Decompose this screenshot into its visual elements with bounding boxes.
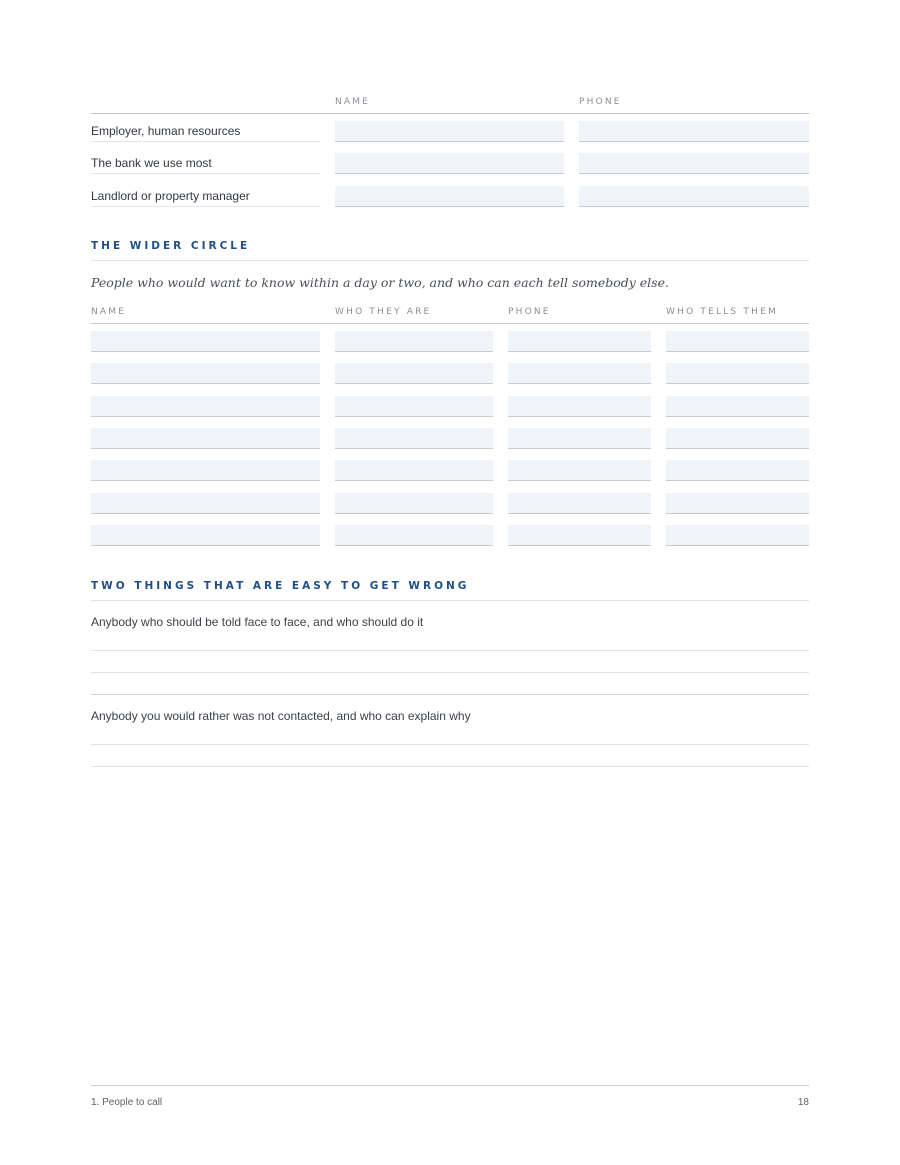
wider-circle-name-field[interactable] (91, 363, 320, 384)
bank-phone-field[interactable] (579, 153, 809, 174)
wider-circle-who-they-are-field[interactable] (335, 363, 493, 384)
wider-circle-phone-field[interactable] (508, 493, 651, 514)
page-number: 18 (797, 1097, 809, 1108)
wider-circle-intro: People who would want to know within a day or two, and who can each tell somebody else. (91, 275, 669, 290)
row-label-landlord: Landlord or property manager (91, 186, 320, 207)
wider-circle-who-tells-them-field[interactable] (666, 428, 809, 449)
column-header-phone: PHONE (579, 97, 622, 107)
wider-circle-phone-field[interactable] (508, 460, 651, 481)
wider-circle-who-they-are-field[interactable] (335, 428, 493, 449)
column-header-who-tells-them: WHO TELLS THEM (666, 307, 778, 317)
section-rule (91, 260, 809, 261)
section-title-two-things: TWO THINGS THAT ARE EASY TO GET WRONG (91, 580, 470, 592)
wider-circle-who-they-are-field[interactable] (335, 525, 493, 546)
wider-circle-who-they-are-field[interactable] (335, 460, 493, 481)
wider-circle-name-field[interactable] (91, 331, 320, 352)
prompt-face-to-face: Anybody who should be told face to face, and who should do it (91, 615, 424, 629)
landlord-phone-field[interactable] (579, 186, 809, 207)
bank-name-field[interactable] (335, 153, 564, 174)
row-label-bank: The bank we use most (91, 153, 320, 174)
wider-circle-who-tells-them-field[interactable] (666, 331, 809, 352)
wider-circle-name-field[interactable] (91, 493, 320, 514)
prompt-not-contacted: Anybody you would rather was not contacted, and who can explain why (91, 709, 471, 723)
column-header-name: NAME (335, 97, 371, 107)
wider-circle-phone-field[interactable] (508, 428, 651, 449)
wider-circle-name-field[interactable] (91, 525, 320, 546)
column-header-phone: PHONE (508, 307, 551, 317)
wider-circle-who-they-are-field[interactable] (335, 331, 493, 352)
header-rule (91, 113, 809, 114)
wider-circle-phone-field[interactable] (508, 525, 651, 546)
wider-circle-who-tells-them-field[interactable] (666, 493, 809, 514)
column-header-who-they-are: WHO THEY ARE (335, 307, 432, 317)
footer-section-label: 1. People to call (91, 1097, 163, 1108)
wider-circle-who-tells-them-field[interactable] (666, 363, 809, 384)
employer-name-field[interactable] (335, 121, 564, 142)
section-title-wider-circle: THE WIDER CIRCLE (91, 240, 251, 252)
landlord-name-field[interactable] (335, 186, 564, 207)
section-rule (91, 600, 809, 601)
worksheet-page (91, 0, 809, 1165)
answer-line[interactable] (91, 744, 809, 745)
row-label-employer: Employer, human resources (91, 121, 320, 142)
wider-circle-name-field[interactable] (91, 396, 320, 417)
answer-line[interactable] (91, 650, 809, 651)
wider-circle-who-they-are-field[interactable] (335, 493, 493, 514)
answer-line[interactable] (91, 766, 809, 767)
wider-circle-phone-field[interactable] (508, 331, 651, 352)
answer-line[interactable] (91, 672, 809, 673)
answer-line[interactable] (91, 694, 809, 695)
wider-circle-phone-field[interactable] (508, 396, 651, 417)
wider-circle-name-field[interactable] (91, 460, 320, 481)
wider-circle-who-tells-them-field[interactable] (666, 525, 809, 546)
header-rule (91, 323, 809, 324)
wider-circle-name-field[interactable] (91, 428, 320, 449)
wider-circle-who-tells-them-field[interactable] (666, 396, 809, 417)
wider-circle-who-they-are-field[interactable] (335, 396, 493, 417)
footer-rule (91, 1085, 809, 1086)
wider-circle-phone-field[interactable] (508, 363, 651, 384)
employer-phone-field[interactable] (579, 121, 809, 142)
column-header-name: NAME (91, 307, 127, 317)
wider-circle-who-tells-them-field[interactable] (666, 460, 809, 481)
